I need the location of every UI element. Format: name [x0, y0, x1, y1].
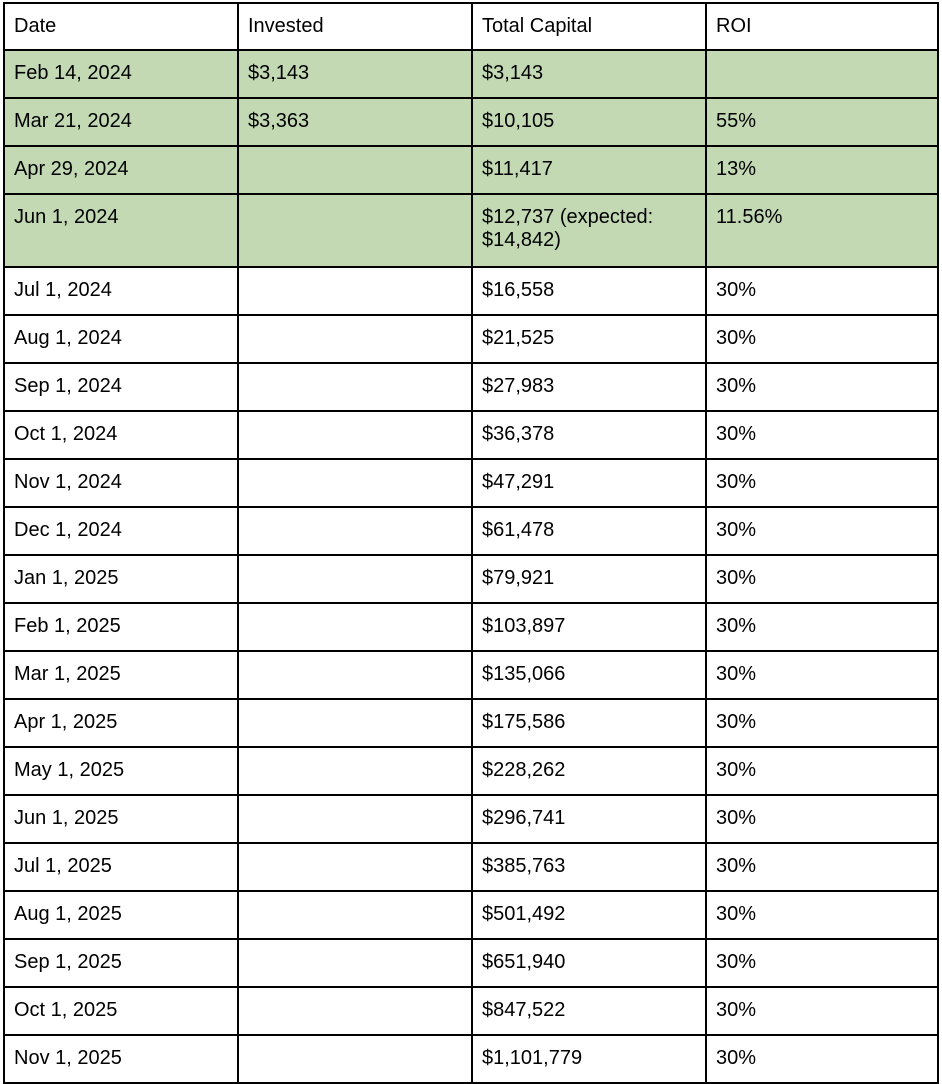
- table-row: [4, 795, 938, 843]
- cell-date[interactable]: Sep 1, 2025: [4, 939, 238, 987]
- cell-date[interactable]: Oct 1, 2025: [4, 987, 238, 1035]
- cell-roi[interactable]: 30%: [706, 267, 938, 315]
- cell-date[interactable]: Jul 1, 2025: [4, 843, 238, 891]
- cell-date[interactable]: Mar 1, 2025: [4, 651, 238, 699]
- cell-total-capital[interactable]: $228,262: [472, 747, 706, 795]
- cell-date[interactable]: Apr 1, 2025: [4, 699, 238, 747]
- table-row: [4, 459, 938, 507]
- cell-invested[interactable]: [238, 194, 472, 267]
- cell-invested[interactable]: [238, 699, 472, 747]
- table-row: [4, 699, 938, 747]
- table-body: [4, 3, 938, 1083]
- cell-roi[interactable]: [706, 50, 938, 98]
- table-row: [4, 267, 938, 315]
- cell-total-capital[interactable]: $175,586: [472, 699, 706, 747]
- table-row: [4, 555, 938, 603]
- cell-roi[interactable]: 30%: [706, 555, 938, 603]
- cell-invested[interactable]: [238, 459, 472, 507]
- cell-roi[interactable]: 30%: [706, 315, 938, 363]
- header-cell-roi[interactable]: ROI: [706, 3, 938, 50]
- cell-date[interactable]: Aug 1, 2024: [4, 315, 238, 363]
- capital-table: [3, 2, 939, 1084]
- cell-total-capital[interactable]: $1,101,779: [472, 1035, 706, 1083]
- cell-total-capital[interactable]: $79,921: [472, 555, 706, 603]
- cell-roi[interactable]: 30%: [706, 363, 938, 411]
- cell-date[interactable]: May 1, 2025: [4, 747, 238, 795]
- cell-invested[interactable]: $3,143: [238, 50, 472, 98]
- table-header-row: [4, 3, 938, 50]
- cell-roi[interactable]: 30%: [706, 987, 938, 1035]
- table-row: [4, 603, 938, 651]
- cell-roi[interactable]: 30%: [706, 603, 938, 651]
- table-row: [4, 507, 938, 555]
- cell-invested[interactable]: [238, 363, 472, 411]
- cell-total-capital[interactable]: $27,983: [472, 363, 706, 411]
- cell-roi[interactable]: 55%: [706, 98, 938, 146]
- table-row: [4, 98, 938, 146]
- cell-invested[interactable]: [238, 795, 472, 843]
- cell-date[interactable]: Jul 1, 2024: [4, 267, 238, 315]
- cell-invested[interactable]: [238, 747, 472, 795]
- table-row: [4, 1035, 938, 1083]
- cell-invested[interactable]: [238, 411, 472, 459]
- cell-invested[interactable]: [238, 146, 472, 194]
- cell-roi[interactable]: 13%: [706, 146, 938, 194]
- cell-roi[interactable]: 30%: [706, 747, 938, 795]
- cell-date[interactable]: Jun 1, 2025: [4, 795, 238, 843]
- cell-date[interactable]: Apr 29, 2024: [4, 146, 238, 194]
- cell-total-capital[interactable]: $501,492: [472, 891, 706, 939]
- cell-invested[interactable]: [238, 651, 472, 699]
- cell-total-capital[interactable]: $61,478: [472, 507, 706, 555]
- cell-invested[interactable]: [238, 267, 472, 315]
- cell-invested[interactable]: [238, 603, 472, 651]
- cell-roi[interactable]: 30%: [706, 459, 938, 507]
- cell-total-capital[interactable]: $10,105: [472, 98, 706, 146]
- table-row: [4, 363, 938, 411]
- cell-date[interactable]: Feb 14, 2024: [4, 50, 238, 98]
- table-row: [4, 843, 938, 891]
- cell-invested[interactable]: [238, 315, 472, 363]
- table-row: [4, 939, 938, 987]
- cell-total-capital[interactable]: $3,143: [472, 50, 706, 98]
- cell-date[interactable]: Feb 1, 2025: [4, 603, 238, 651]
- cell-total-capital[interactable]: $16,558: [472, 267, 706, 315]
- cell-roi[interactable]: 30%: [706, 891, 938, 939]
- cell-roi[interactable]: 30%: [706, 699, 938, 747]
- cell-roi[interactable]: 30%: [706, 795, 938, 843]
- cell-roi[interactable]: 30%: [706, 843, 938, 891]
- header-cell-date[interactable]: Date: [4, 3, 238, 50]
- cell-roi[interactable]: 30%: [706, 651, 938, 699]
- cell-roi[interactable]: 30%: [706, 507, 938, 555]
- cell-invested[interactable]: [238, 1035, 472, 1083]
- cell-date[interactable]: Jun 1, 2024: [4, 194, 238, 267]
- cell-invested[interactable]: $3,363: [238, 98, 472, 146]
- cell-date[interactable]: Oct 1, 2024: [4, 411, 238, 459]
- cell-roi[interactable]: 11.56%: [706, 194, 938, 267]
- table-row: [4, 987, 938, 1035]
- cell-total-capital[interactable]: $847,522: [472, 987, 706, 1035]
- cell-invested[interactable]: [238, 555, 472, 603]
- cell-invested[interactable]: [238, 891, 472, 939]
- cell-roi[interactable]: 30%: [706, 939, 938, 987]
- cell-date[interactable]: Nov 1, 2024: [4, 459, 238, 507]
- cell-invested[interactable]: [238, 939, 472, 987]
- cell-total-capital[interactable]: $47,291: [472, 459, 706, 507]
- table-row: [4, 651, 938, 699]
- cell-total-capital[interactable]: $296,741: [472, 795, 706, 843]
- cell-invested[interactable]: [238, 843, 472, 891]
- table-row: [4, 411, 938, 459]
- cell-invested[interactable]: [238, 987, 472, 1035]
- header-cell-total-capital[interactable]: Total Capital: [472, 3, 706, 50]
- cell-total-capital[interactable]: $21,525: [472, 315, 706, 363]
- cell-invested[interactable]: [238, 507, 472, 555]
- cell-date[interactable]: Sep 1, 2024: [4, 363, 238, 411]
- table-row: [4, 891, 938, 939]
- cell-date[interactable]: Aug 1, 2025: [4, 891, 238, 939]
- table-row: [4, 315, 938, 363]
- table-row: [4, 194, 938, 267]
- table-row: [4, 747, 938, 795]
- cell-total-capital[interactable]: $135,066: [472, 651, 706, 699]
- cell-roi[interactable]: 30%: [706, 411, 938, 459]
- cell-total-capital[interactable]: $11,417: [472, 146, 706, 194]
- cell-total-capital[interactable]: $12,737 (expected: $14,842): [472, 194, 706, 267]
- cell-roi[interactable]: 30%: [706, 1035, 938, 1083]
- cell-total-capital[interactable]: $651,940: [472, 939, 706, 987]
- table-row: [4, 146, 938, 194]
- cell-total-capital[interactable]: $103,897: [472, 603, 706, 651]
- header-cell-invested[interactable]: Invested: [238, 3, 472, 50]
- cell-date[interactable]: Nov 1, 2025: [4, 1035, 238, 1083]
- cell-date[interactable]: Dec 1, 2024: [4, 507, 238, 555]
- cell-date[interactable]: Mar 21, 2024: [4, 98, 238, 146]
- cell-date[interactable]: Jan 1, 2025: [4, 555, 238, 603]
- cell-total-capital[interactable]: $36,378: [472, 411, 706, 459]
- table-row: [4, 50, 938, 98]
- cell-total-capital[interactable]: $385,763: [472, 843, 706, 891]
